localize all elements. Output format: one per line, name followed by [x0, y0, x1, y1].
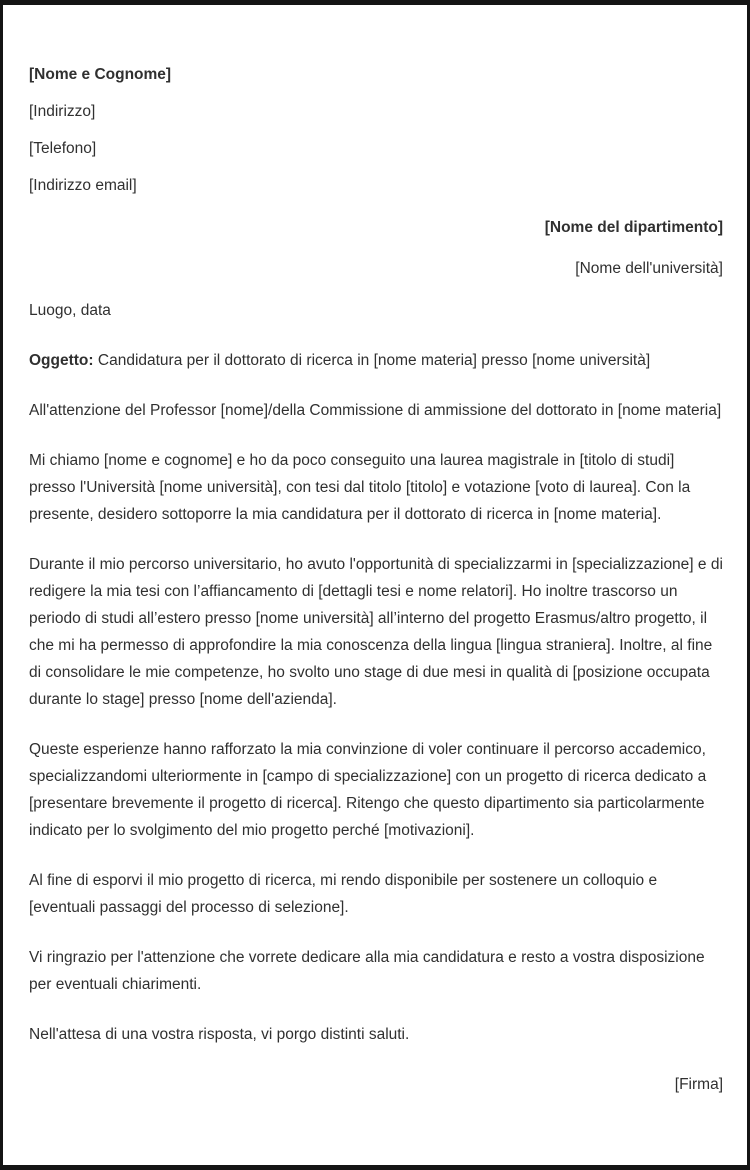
- salutation-line: All'attenzione del Professor [nome]/della Commissione di ammissione del dottorato in [nome materia]: [29, 402, 722, 419]
- sender-email: [Indirizzo email]: [29, 177, 137, 194]
- sender-name: [Nome e Cognome]: [29, 66, 172, 83]
- sender-block: [29, 61, 723, 199]
- sender-phone: [Telefono]: [29, 140, 97, 157]
- subject-text: Candidatura per il dottorato di ricerca in [nome materia] presso [nome università]: [97, 352, 651, 369]
- signature-line: [Firma]: [674, 1076, 723, 1093]
- body-paragraph-experience: Durante il mio percorso universitario, ho avuto l'opportunità di specializzarmi in [specializzazione] e di redigere la mia tesi con l’affiancamento di [dettagli tesi e nome relatori]. Ho inoltre trascorso un periodo di studi all’estero presso [nome università] all’interno del progetto Erasmus/altro progetto, il che mi ha permesso di approfondire la mia conoscenza della lingua [lingua straniera]. Inoltre, al fine di consolidare le mie competenze, ho svolto uno stage di due mesi in qualità di [posizione occupata durante lo stage] presso [nome dell'azienda].: [29, 556, 723, 708]
- body-paragraph-interview: Al fine di esporvi il mio progetto di ricerca, mi rendo disponibile per sostenere un colloquio e [eventuali passaggi del processo di selezione].: [29, 872, 658, 916]
- body-paragraph-thanks: Vi ringrazio per l'attenzione che vorrete dedicare alla mia candidatura e resto a vostra disposizione per eventuali chiarimenti.: [29, 949, 705, 993]
- place-date-line: Luogo, data: [29, 302, 111, 319]
- body-paragraph-intro: Mi chiamo [nome e cognome] e ho da poco conseguito una laurea magistrale in [titolo di studi] presso l'Università [nome università], con tesi dal titolo [titolo] e votazione [voto di laurea]. Con la presente, desidero sottoporre la mia candidatura per il dottorato di ricerca in [nome materia].: [29, 452, 691, 523]
- recipient-block: [29, 214, 723, 282]
- subject-label: Oggetto:: [29, 352, 94, 369]
- body-paragraph-motivation: Queste esperienze hanno rafforzato la mia convinzione di voler continuare il percorso accademico, specializzandomi ulteriormente in [campo di specializzazione] con un progetto di ricerca dedicato a [presentare brevemente il progetto di ricerca]. Ritengo che questo dipartimento sia particolarmente indicato per lo svolgimento del mio progetto perché [motivazioni].: [29, 741, 707, 839]
- sender-address: [Indirizzo]: [29, 103, 96, 120]
- subject-line: [29, 347, 723, 374]
- recipient-university: [Nome dell'università]: [575, 260, 723, 277]
- body-paragraph-closing: Nell'attesa di una vostra risposta, vi porgo distinti saluti.: [29, 1026, 410, 1043]
- recipient-department: [Nome del dipartimento]: [544, 219, 723, 236]
